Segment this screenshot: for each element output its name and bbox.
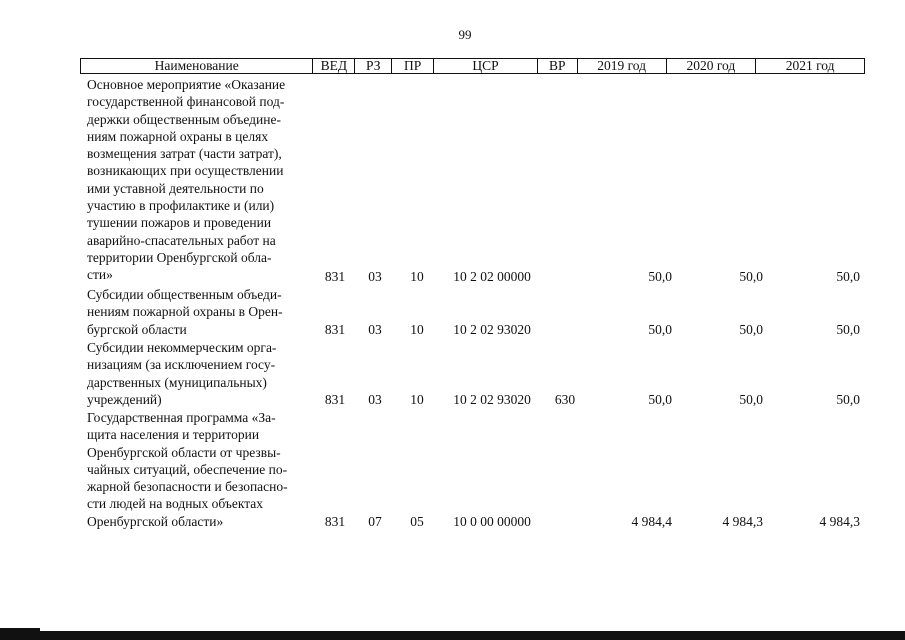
row-ved: 831 [324,269,346,284]
row-csr: 10 2 02 00000 [453,269,531,284]
row-2020: 50,0 [739,392,763,407]
row-ved: 831 [324,322,346,337]
header-2019: 2019 год [578,59,667,73]
row-rz: 03 [368,322,382,337]
row-ved: 831 [324,392,346,407]
row-2019: 4 984,4 [631,514,672,529]
row-2021: 50,0 [836,269,860,284]
row-name: Государственная программа «За- щита населения и территории Оренбургской области от чрезвы- чайных ситуаций, обеспечение по- жарной безопасности и безопасно- сти людей на водных объектах Оренбургской области» [87,410,288,529]
header-csr: ЦСР [434,59,538,73]
scan-edge-tab [0,628,40,640]
row-2019: 50,0 [648,322,672,337]
row-rz: 03 [368,392,382,407]
row-pr: 10 [410,392,424,407]
row-name: Основное мероприятие «Оказание государственной финансовой под- держки общественным объедине- ниям пожарной охраны в целях возмещения затрат (части затрат), возникающих при осуществлении ими уставной деятельности по участию в профилактике и (или) тушении пожаров и проведении аварийно-спасательных работ на территории Оренбургской обла- сти» [87,77,286,283]
row-pr: 10 [410,322,424,337]
table-header [80,58,865,74]
row-2019: 50,0 [648,392,672,407]
row-2019: 50,0 [648,269,672,284]
row-2021: 4 984,3 [819,514,860,529]
row-name: Субсидии некоммерческим орга- низациям (за исключением госу- дарственных (муниципальных) учреждений) [87,340,277,407]
row-rz: 03 [368,269,382,284]
row-2020: 50,0 [739,269,763,284]
header-rz: РЗ [355,59,392,73]
header-name: Наименование [81,59,313,73]
header-2020: 2020 год [667,59,757,73]
row-csr: 10 0 00 00000 [453,514,531,529]
header-2021: 2021 год [785,58,835,73]
header-ved: ВЕД [313,59,355,73]
row-2020: 50,0 [739,322,763,337]
row-pr: 05 [410,514,424,529]
row-2021: 50,0 [836,392,860,407]
header-vr: ВР [538,59,578,73]
row-csr: 10 2 02 93020 [453,322,531,337]
row-2021: 50,0 [836,322,860,337]
row-name: Субсидии общественным объеди- нениям пожарной охраны в Орен- бургской области [87,287,283,337]
page-number: 99 [458,27,472,42]
header-pr: ПР [392,59,434,73]
row-2020: 4 984,3 [722,514,763,529]
scan-edge-bar [0,631,905,640]
row-csr: 10 2 02 93020 [453,392,531,407]
row-pr: 10 [410,269,424,284]
row-ved: 831 [324,514,346,529]
row-vr: 630 [554,392,576,407]
row-rz: 07 [368,514,382,529]
